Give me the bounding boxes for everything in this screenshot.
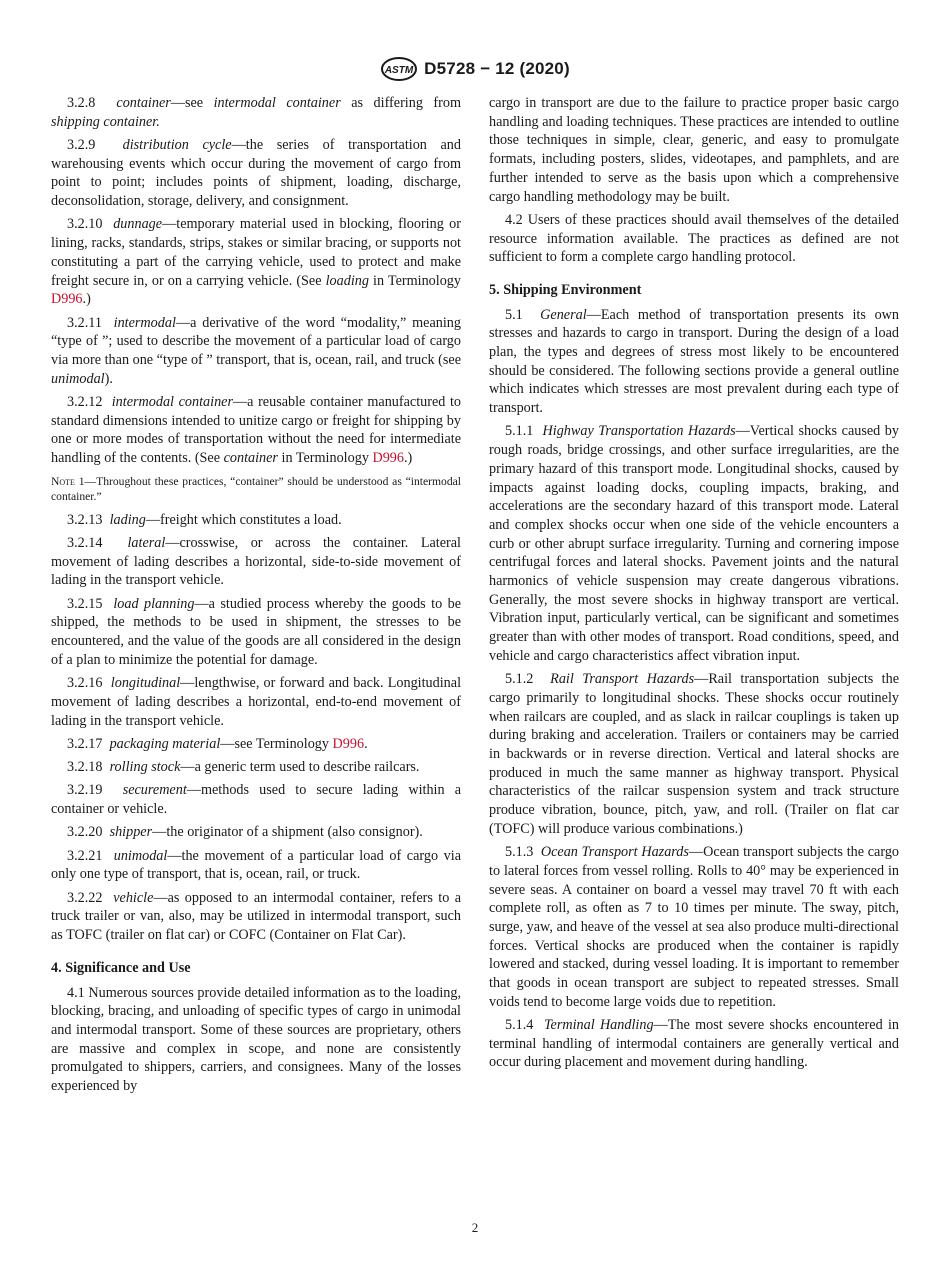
definition-3-2-8: 3.2.8 container—see intermodal container as differing from shipping container. xyxy=(51,95,462,130)
definition-3-2-18: 3.2.18 rolling stock—a generic term used to describe railcars. xyxy=(67,759,420,776)
astm-logo-icon xyxy=(380,56,418,82)
page-number: 2 xyxy=(471,1220,479,1235)
paragraph-4-1: 4.1 Numerous sources provide detailed information as to the loading, blocking, bracing, and unloading of specific types of cargo in unimodal and intermodal transport. Some of these sources are proprietary, others are massive and complex in scope, and none are consistently promulgated to shippers, carriers, and consignees. Many of the losses experienced by xyxy=(51,984,461,1095)
reference-link[interactable]: D996 xyxy=(332,735,365,752)
right-column xyxy=(489,94,899,1077)
definition-3-2-9: 3.2.9 distribution cycle—the series of transportation and warehousing events which occur during the movement of cargo from point to point; includes points of shipment, loading, discharge, deconsolidation, storage, delivery, and consignment. xyxy=(51,137,461,210)
section-heading-5: 5. Shipping Environment xyxy=(489,281,642,298)
paragraph-5-1-1: 5.1.1 Highway Transportation Hazards—Vertical shocks caused by rough roads, bridge crossings, and other surface irregularities, are the primary hazard of this transport mode. Longitudinal shocks, caused by impacts against loading docks, coupling impacts, braking, and accelerations are the secondary hazard of this transport mode. Lateral and complex shocks occur when one side of the vehicle encounters a curb or other abrupt surface irregularity. Turning and cornering impose centrifugal forces and lateral shocks. Pavement joints and the natural harmonics of vehicle suspension may create dangerous vibrations. Generally, the most severe shocks in highway transport are vertical. Vibration input, particularly vertical, can be significant and sometimes greater than with other modes of transport. Road conditions, speed, and vehicle and cargo characteristics affect vibration input. xyxy=(489,423,899,664)
paragraph-5-1-2: 5.1.2 Rail Transport Hazards—Rail transportation subjects the cargo primarily to longitudinal shocks. These shocks occur routinely when railcars are coupled, and as slack in railcar couplings is taken up during braking and acceleration. Trailers or containers may be carried in backwards or in reverse direction. Vertical and lateral shocks are produced in much the same manner as highway transport. Physical characteristics of the railcar suspension system and track structure produce vibration, bounce, pitch, yaw, and roll. (Trailer on flat car (TOFC) will produce various combinations.) xyxy=(489,671,900,837)
reference-link[interactable]: D996 xyxy=(51,291,83,308)
paragraph-4-1-continued: cargo in transport are due to the failure to practice proper basic cargo handling and loading techniques. These practices are intended to outline those techniques in simple, clear, generic, and easy to promulgate formats, including posters, slides, videotapes, and pamphlets, and are further intended to serve as the basis upon which a comprehensive cargo handling methodology may be built. xyxy=(489,95,899,205)
document-designation: D5728 − 12 (2020) xyxy=(424,59,570,78)
definition-3-2-11: 3.2.11 intermodal—a derivative of the word “modality,” meaning “type of ”; used to describe the movement of a particular load of cargo via more than one “type of ” transport, that is, ocean, rail, and truck (see unimodal). xyxy=(51,314,461,387)
definition-3-2-10: 3.2.10 dunnage—temporary material used in blocking, flooring or lining, racks, standards, strips, stakes or similar bracing, or supports not constituting a part of the carrying vehicle, used to protect and make freight secure in, or on a carrying vehicle. (See loading in Terminology D996.) xyxy=(51,216,461,308)
note-1: Note 1—Throughout these practices, “container” should be understood as “intermodal container.” xyxy=(51,474,461,504)
definition-3-2-14: 3.2.14 lateral—crosswise, or across the container. Lateral movement of lading describes a horizontal, side-to-side movement of lading in the transport vehicle. xyxy=(51,535,462,589)
definition-3-2-22: 3.2.22 vehicle—as opposed to an intermodal container, refers to a truck trailer or van, also, may be utilized in intermodal transport, such as TOFC (trailer on flat car) or COFC (Container on Flat Car). xyxy=(51,889,462,944)
section-heading-4: 4. Significance and Use xyxy=(51,959,191,976)
left-column xyxy=(51,94,461,1100)
definition-3-2-15: 3.2.15 load planning—a studied process whereby the goods to be shipped, the methods to be used in shipment, the stresses to be encountered, and the value of the goods are all considered in the design of a plan to minimize the potential for damage. xyxy=(51,595,461,668)
paragraph-4-2: 4.2 Users of these practices should avail themselves of the detailed resource information available. The practices as defined are not sufficient to form a complete cargo handling protocol. xyxy=(489,211,899,266)
paragraph-5-1: 5.1 General—Each method of transportation presents its own stresses and hazards to cargo in transport. During the design of a load plan, the types and degrees of stress most likely to be encountered should be considered. The following sections provide a general outline which indicates which stresses are most prevalent during each type of transport. xyxy=(489,306,900,417)
definition-3-2-13: 3.2.13 lading—freight which constitutes a load. xyxy=(67,511,342,528)
definition-3-2-19: 3.2.19 securement—methods used to secure lading within a container or vehicle. xyxy=(51,782,461,818)
definition-3-2-17: 3.2.17 packaging material—see Terminology D996. xyxy=(67,735,368,752)
svg-text:ASTM: ASTM xyxy=(385,65,414,76)
page-header xyxy=(0,56,950,82)
paragraph-5-1-3: 5.1.3 Ocean Transport Hazards—Ocean transport subjects the cargo to lateral forces from vessel rolling. Rolls to 40° may be experienced in severe seas. A container on board a vessel may travel 70 ft with each complete roll, as often as 7 to 10 times per minute. The sway, pitch, surge, yaw, and heave of the vessel at sea also produce multi-directional forces. Vertical shocks are produced when the container is rapidly lowered and stacked, during vessel loading. It is important to remember that goods in ocean transport are subject to repeated stresses. Small voids tend to become large voids due to repetition. xyxy=(489,844,900,1010)
definition-3-2-12: 3.2.12 intermodal container—a reusable container manufactured to standard dimensions intended to unitize cargo or freight for shipping by one or more modes of transportation without the need for intermediate handling of the contents. (See container in Terminology D996.) xyxy=(51,393,462,467)
paragraph-5-1-4: 5.1.4 Terminal Handling—The most severe shocks encountered in terminal handling of intermodal containers are generally vertical and occur during placement and movement during handling. xyxy=(489,1017,899,1071)
definition-3-2-21: 3.2.21 unimodal—the movement of a particular load of cargo via only one type of transport, that is, ocean, rail, or truck. xyxy=(51,847,461,883)
definition-3-2-20: 3.2.20 shipper—the originator of a shipment (also consignor). xyxy=(67,824,423,841)
definition-3-2-16: 3.2.16 longitudinal—lengthwise, or forward and back. Longitudinal movement of lading describes a horizontal, end-to-end movement of lading in the transport vehicle. xyxy=(51,675,462,729)
reference-link[interactable]: D996 xyxy=(372,450,404,467)
